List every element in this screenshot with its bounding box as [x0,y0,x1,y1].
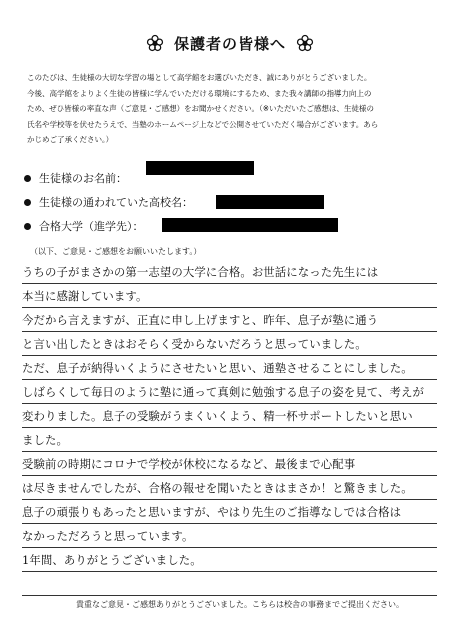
handwritten-comment-line: は尽きませんでしたが、合格の報せを聞いたときはまさか！と驚きました。 [22,481,413,495]
student-name-field [24,166,444,190]
handwritten-comment-line: うちの子がまさかの第一志望の大学に合格。お世話になった先生には [22,265,379,279]
handwritten-comment-line: なかっただろうと思っています。 [22,529,194,543]
ruled-line [22,355,437,356]
ruled-line [22,307,437,308]
handwritten-comment-line: しばらくして毎日のように塾に通って真剣に勉強する息子の姿を見て、考えが [22,385,424,399]
ruled-line [22,523,437,524]
ruled-line [22,499,437,500]
title-row [0,31,460,55]
intro-line: 今後、高学館をよりよく生徒の皆様に学んでいただける環境にするため、また我々講師の指導力向上の [27,88,372,98]
redacted-university-name [162,218,338,232]
intro-line: このたびは、生徒様の大切な学習の場として高学館をお選びいただき、誠にありがとうございました。 [27,73,372,82]
handwritten-comment-line: 1年間、ありがとうございました。 [22,553,202,567]
handwritten-comment-line: 今だから言えますが、正直に申し上げますと、昨年、息子が塾に通う [22,313,379,327]
intro-line: 氏名や学校等を伏せたうえで、当塾のホームページ上などで公開させていただく場合がございます。あら [27,119,379,129]
intro-line: ため、ぜひ皆様の率直な声（ご意見・ご感想）をお聞かせください。（※いただいたご感想は、生徒様の [27,104,374,113]
handwritten-comment-line: 本当に感謝しています。 [22,289,148,303]
intro-text [27,70,441,148]
ruled-line [22,379,437,380]
flower-ornament-right-icon [296,34,314,52]
ruled-line [22,595,437,596]
university-field [24,214,444,238]
ruled-line [22,427,437,428]
intro-line: かじめご了承ください。） [27,135,114,144]
bullet-icon [24,175,31,182]
page-title: 保護者の皆様へ [173,34,286,53]
flower-ornament-left-icon [146,34,164,52]
footer-note: 貴重なご意見・ご感想ありがとうございました。こちらは校舎の事務までご提出ください。 [76,600,404,609]
handwritten-comment-line: 受験前の時期にコロナで学校が休校になるなど、最後まで心配事 [22,457,356,471]
handwritten-comment-line: 息子の頑張りもあったと思いますが、やはり先生のご指導なしでは合格は [22,505,402,519]
ruled-line [22,403,437,404]
comment-hint: （以下、ご意見・ご感想をお願いいたします。） [30,247,202,256]
ruled-line [22,451,437,452]
bullet-icon [24,223,31,230]
ruled-line [22,331,437,332]
handwritten-comment-line: と言い出したときはおそらく受からないだろうと思っていました。 [22,337,367,351]
ruled-line [22,283,437,284]
bullet-icon [24,199,31,206]
student-name-label: 生徒様のお名前： [39,172,127,185]
school-name-label: 生徒様の通われていた高校名： [39,196,193,209]
handwritten-comment-line: 変わりました。息子の受験がうまくいくよう、精一杯サポートしたいと思い [22,409,413,423]
redacted-school-name [216,195,324,209]
ruled-line [22,475,437,476]
student-info-fields [24,166,444,238]
ruled-line [22,571,437,572]
handwritten-comment-line: ただ、息子が納得いくようにさせたいと思い、通塾させることにしました。 [22,361,413,375]
ruled-line [22,547,437,548]
university-label: 合格大学（進学先）： [39,220,144,233]
handwritten-comment-line: ました。 [22,433,68,447]
redacted-student-name [146,161,254,175]
school-name-field [24,190,444,214]
